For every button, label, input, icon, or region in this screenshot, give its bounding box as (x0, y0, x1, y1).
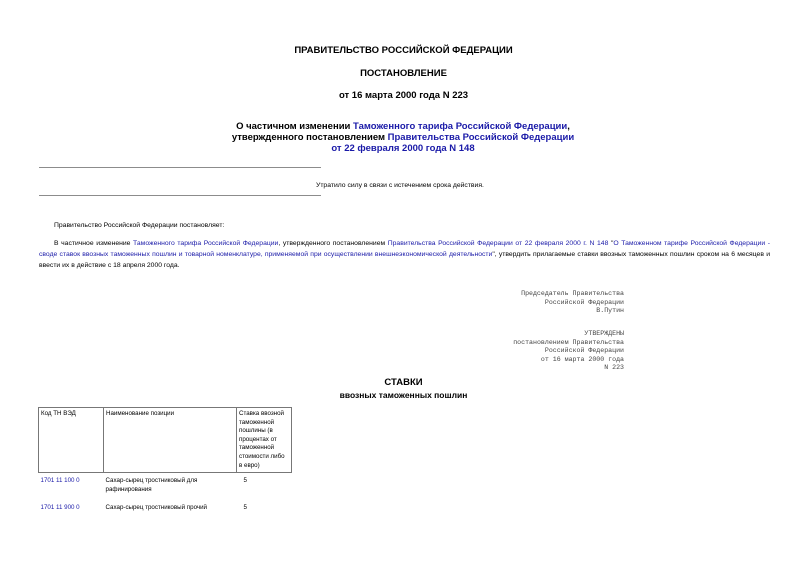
paragraph-text: , утвержденного постановлением (278, 240, 388, 247)
table-row (39, 502, 292, 513)
approval-line: УТВЕРЖДЕНЫ (584, 330, 624, 337)
signature-line: Председатель Правительства (521, 290, 624, 297)
row-code[interactable]: 1701 11 900 0 (40, 503, 80, 511)
status-note: Утратило силу в связи с истечением срока действия. (316, 182, 484, 189)
approval-line: от 16 марта 2000 года (540, 355, 624, 363)
signature-line: В.Путин (596, 307, 624, 315)
document-title (228, 121, 578, 154)
signature-block (521, 290, 624, 316)
paragraph-text: ", утвердить прилагаемые ставки ввозных таможенных пошлин сроком на 6 месяцев и ввести их в действие с 18 апреля 2000 года. (39, 251, 770, 269)
rates-title-line: СТАВКИ (384, 377, 423, 388)
document-date-number: от 16 марта 2000 года N 223 (338, 90, 469, 101)
row-rate: 5 (243, 477, 247, 485)
rates-title (0, 377, 807, 401)
rates-subtitle-line: ввозных таможенных пошлин (339, 390, 468, 400)
row-code[interactable]: 1701 11 100 0 (40, 477, 80, 485)
paragraph-text: В частичное изменение (54, 240, 134, 247)
table-row (39, 473, 292, 502)
paragraph-text: " (608, 240, 614, 247)
intro-paragraph: Правительство Российской Федерации постановляет: (54, 222, 225, 229)
row-name: Сахар-сырец тростниковый прочий (105, 503, 208, 511)
approval-line: Российской Федерации (544, 347, 624, 355)
signature-line: Российской Федерации (544, 298, 624, 306)
column-header-code: Код ТН ВЭД (39, 408, 104, 473)
tariff-link[interactable]: Таможенного тарифа Российской Федерации (353, 121, 568, 132)
row-name: Сахар-сырец тростниковый для рафинирования (105, 477, 198, 493)
resolution-148-link[interactable]: Правительства Российской Федерации от 22 февраля 2000 г. N 148 (387, 240, 609, 247)
approval-line: постановлением Правительства (513, 338, 624, 346)
approval-line: N 223 (604, 364, 624, 372)
resolution-148-title-link[interactable]: О Таможенном тарифе Российской Федерации - своде ставок ввозных таможенных пошлин и товарной номенклатуре, применяемой при осуществлении внешнеэкономической деятельности (39, 240, 770, 258)
main-paragraph (39, 238, 770, 271)
column-header-rate: Ставка ввозной таможенной пошлины (в процентах от таможенной стоимости либо в евро) (237, 408, 292, 473)
divider-top (39, 167, 321, 168)
resolution-148-link[interactable]: Правительства Российской Федерации от 22 февраля 2000 года N 148 (331, 132, 575, 154)
rates-table (38, 407, 292, 512)
tariff-link[interactable]: Таможенного тарифа Российской Федерации (133, 240, 279, 247)
document-type: ПОСТАНОВЛЕНИЕ (360, 68, 447, 79)
title-text: , утвержденного постановлением (231, 121, 570, 143)
divider-bottom (39, 195, 321, 196)
table-header-row (39, 408, 292, 473)
column-header-name: Наименование позиции (104, 408, 237, 473)
title-text: О частичном изменении (236, 121, 354, 132)
government-heading: ПРАВИТЕЛЬСТВО РОССИЙСКОЙ ФЕДЕРАЦИИ (294, 45, 513, 56)
row-rate: 5 (243, 503, 247, 511)
approval-block (513, 330, 624, 373)
